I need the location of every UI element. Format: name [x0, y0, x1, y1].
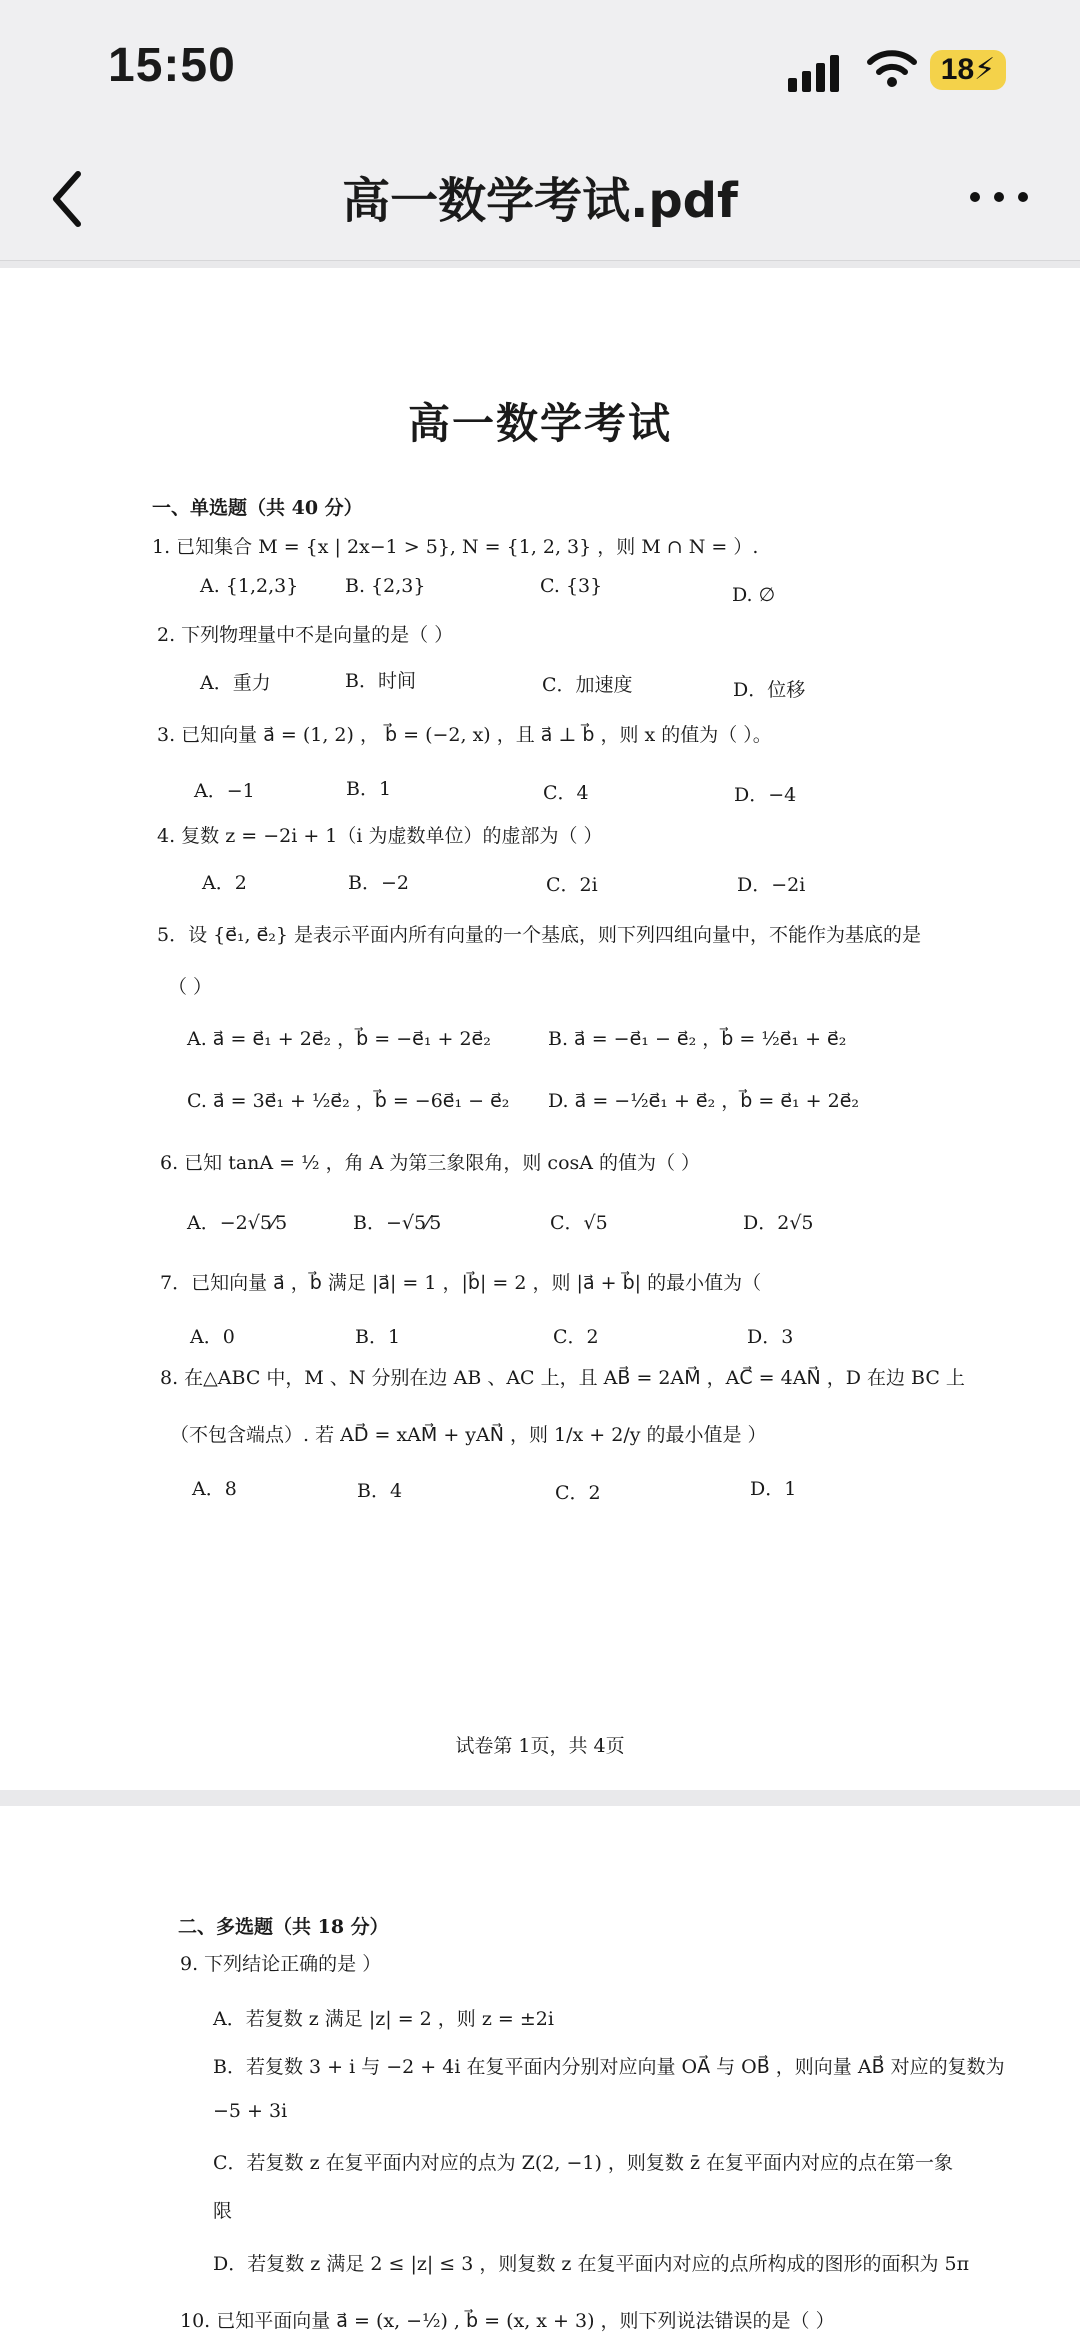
q8-option-b: B．4: [357, 1480, 403, 1502]
page-footer: 试卷第 1页，共 4页: [455, 1735, 625, 1757]
q5-option-c: C. a⃗ = 3e⃗₁ + ½e⃗₂ ，b⃗ = −6e⃗₁ − e⃗₂: [187, 1090, 510, 1112]
signal-icon: [788, 52, 848, 92]
q1-option-a: A. {1,2,3}: [200, 575, 299, 597]
document-title: 高一数学考试.pdf: [342, 173, 738, 229]
q9-option-b: B．若复数 3 + i 与 −2 + 4i 在复平面内分别对应向量 OA⃗ 与 OB⃗ ，则向量 AB⃗ 对应的复数为: [213, 2056, 1005, 2078]
status-bar: [0, 0, 1080, 140]
status-time: 15:50: [108, 39, 236, 92]
question-10: 10. 已知平面向量 a⃗ = (x, −½) , b⃗ = (x, x + 3) ，则下列说法错误的是（ ）: [180, 2310, 835, 2332]
q9-option-d: D．若复数 z 满足 2 ≤ |z| ≤ 3 ，则复数 z 在复平面内对应的点所构成的图形的面积为 5π: [213, 2253, 970, 2275]
q6-option-c: C．√5: [550, 1212, 608, 1234]
q4-option-c: C．2i: [546, 874, 598, 896]
q6-option-a: A．−2√5⁄5: [187, 1212, 288, 1234]
q2-option-c: C．加速度: [542, 674, 633, 696]
q8-option-a: A．8: [192, 1478, 237, 1500]
q7-option-b: B．1: [355, 1326, 401, 1348]
more-icon[interactable]: [970, 176, 1030, 216]
question-8: 8. 在△ABC 中，M 、N 分别在边 AB 、AC 上，且 AB⃗ = 2AM⃗ ，AC⃗ = 4AN⃗ ，D 在边 BC 上: [160, 1367, 965, 1389]
q4-option-b: B．−2: [348, 872, 409, 894]
q1-option-d: D. ∅: [732, 584, 776, 606]
q9-option-c-cont: 限: [213, 2200, 233, 2222]
q5-option-a: A. a⃗ = e⃗₁ + 2e⃗₂ ，b⃗ = −e⃗₁ + 2e⃗₂: [187, 1028, 491, 1050]
battery-level: 18: [940, 53, 975, 86]
q7-option-c: C．2: [553, 1326, 599, 1348]
q7-option-a: A．0: [190, 1326, 235, 1348]
q3-option-c: C．4: [543, 782, 589, 804]
q8-option-d: D．1: [750, 1478, 797, 1500]
q2-option-b: B．时间: [345, 670, 416, 692]
q8-option-c: C．2: [555, 1482, 601, 1504]
question-6: 6. 已知 tanA = ½ ，角 A 为第三象限角，则 cosA 的值为（ ）: [160, 1152, 701, 1174]
pdf-page-1[interactable]: [0, 268, 1080, 1790]
question-5: 5．设 {e⃗₁, e⃗₂} 是表示平面内所有向量的一个基底，则下列四组向量中，不能作为基底的是: [157, 924, 922, 946]
question-7: 7．已知向量 a⃗ ，b⃗ 满足 |a⃗| = 1 ，|b⃗| = 2 ，则 |a⃗ + b⃗| 的最小值为（: [160, 1272, 762, 1294]
q5-option-b: B. a⃗ = −e⃗₁ − e⃗₂ ，b⃗ = ½e⃗₁ + e⃗₂: [548, 1028, 847, 1050]
battery-icon: 18⚡: [930, 50, 1006, 90]
q4-option-d: D．−2i: [737, 874, 806, 896]
q1-option-b: B. {2,3}: [345, 575, 426, 597]
q2-option-a: A．重力: [200, 672, 271, 694]
q7-option-d: D．3: [747, 1326, 794, 1348]
section-heading-2: 二、多选题（共 18 分）: [178, 1916, 389, 1938]
q5-option-d: D. a⃗ = −½e⃗₁ + e⃗₂ ，b⃗ = e⃗₁ + 2e⃗₂: [548, 1090, 860, 1112]
nav-bar: [0, 140, 1080, 261]
question-4: 4. 复数 z = −2i + 1（i 为虚数单位）的虚部为（ ）: [157, 825, 603, 847]
section-heading: 一、单选题（共 40 分）: [152, 497, 363, 519]
wifi-icon: [866, 48, 918, 88]
q2-option-d: D．位移: [733, 679, 806, 701]
q3-option-a: A．−1: [194, 780, 255, 802]
question-1: 1. 已知集合 M = {x | 2x−1 > 5}, N = {1, 2, 3} ，则 M ∩ N = ）.: [152, 536, 759, 558]
question-8-cont: （不包含端点）. 若 AD⃗ = xAM⃗ + yAN⃗ ，则 1/x + 2/y 的最小值是 ）: [170, 1424, 767, 1446]
q6-option-d: D．2√5: [743, 1212, 814, 1234]
q3-option-d: D．−4: [734, 784, 797, 806]
q5-paren: （ ）: [168, 976, 213, 998]
q9-option-a: A．若复数 z 满足 |z| = 2 ，则 z = ±2i: [213, 2008, 554, 2030]
q9-option-b-cont: −5 + 3i: [213, 2100, 288, 2122]
q1-option-c: C. {3}: [540, 575, 603, 597]
question-3: 3. 已知向量 a⃗ = (1, 2) ， b⃗ = (−2, x) ，且 a⃗ ⊥ b⃗ ，则 x 的值为（ ）。: [157, 724, 772, 746]
q4-option-a: A．2: [202, 872, 247, 894]
question-2: 2. 下列物理量中不是向量的是（ ）: [157, 624, 454, 646]
question-9: 9. 下列结论正确的是 ）: [180, 1953, 382, 1975]
q9-option-c: C．若复数 z 在复平面内对应的点为 Z(2, −1) ，则复数 z̄ 在复平面内对应的点在第一象: [213, 2152, 953, 2174]
q3-option-b: B．1: [346, 778, 392, 800]
q6-option-b: B．−√5⁄5: [353, 1212, 442, 1234]
exam-title: 高一数学考试: [407, 399, 672, 448]
pdf-page-2[interactable]: [0, 1806, 1080, 2337]
